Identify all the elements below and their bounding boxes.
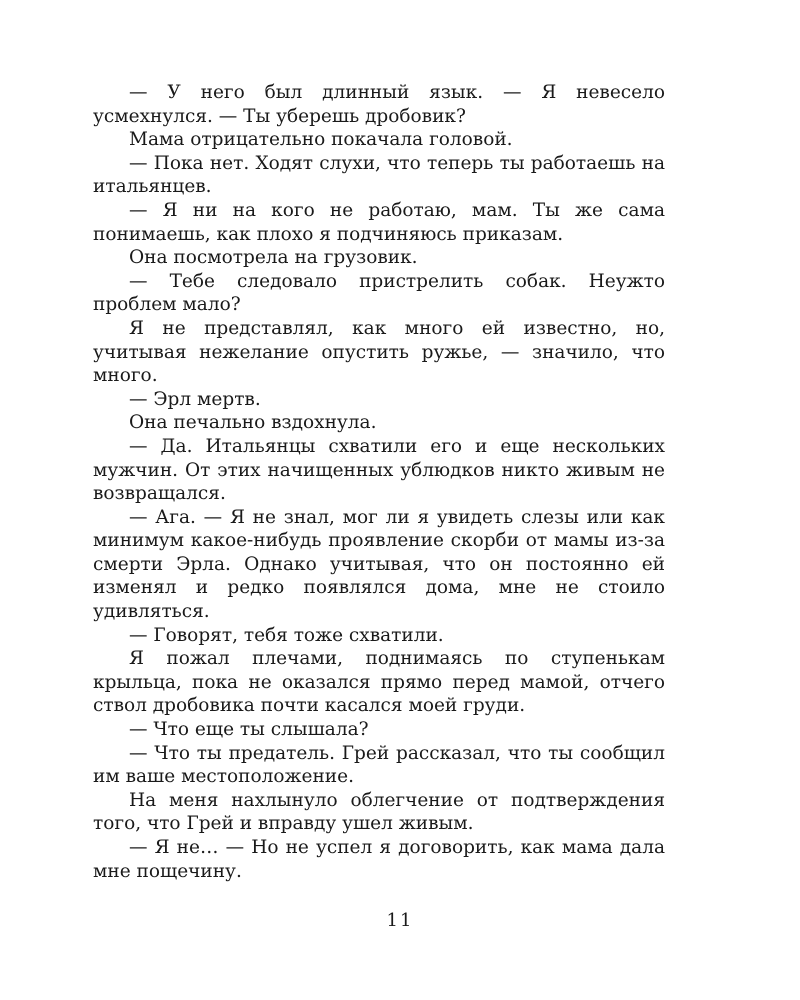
- paragraph: — Я не… — Но не успел я договорить, как мама дала мне пощечину.: [93, 837, 665, 882]
- paragraph: — Что еще ты слышала?: [129, 719, 369, 741]
- paragraph: — Что ты предатель. Грей рассказал, что ты сообщил им ваше местоположение.: [93, 742, 665, 788]
- paragraph: — Я ни на кого не работаю, мам. Ты же сама понимаешь, как плохо я подчиняюсь приказам.: [93, 199, 665, 245]
- paragraph: Она печально вздохнула.: [129, 412, 377, 434]
- paragraph: — Эрл мертв.: [129, 388, 261, 410]
- paragraph: — У него был длинный язык. — Я невесело усмехнулся. — Ты уберешь дробовик?: [93, 82, 665, 127]
- paragraph: — Да. Итальянцы схватили его и еще нескольких мужчин. От этих начищенных ублюдков никто живым не возвращался.: [93, 435, 665, 505]
- paragraph: Мама отрицательно покачала головой.: [129, 129, 513, 151]
- paragraph: — Тебе следовало пристрелить собак. Неужто проблем мало?: [93, 270, 665, 316]
- paragraph: Я не представлял, как много ей известно, но, учитывая нежелание опустить ружье, — значило, что много.: [93, 317, 665, 387]
- paragraph: — Ага. — Я не знал, мог ли я увидеть слезы или как минимум какое-нибудь проявление скорби от мамы из-за смерти Эрла. Однако учитывая, что он постоянно ей изменял и редко появлялся дома, мне не стоило удивляться.: [93, 506, 665, 623]
- paragraph: Она посмотрела на грузовик.: [129, 247, 418, 269]
- paragraph: На меня нахлынуло облегчение от подтверждения того, что Грей и вправду ушел живым.: [93, 789, 665, 835]
- page-number: 11: [386, 910, 414, 931]
- page-body: [93, 81, 665, 883]
- paragraph: Я пожал плечами, поднимаясь по ступенькам крыльца, пока не оказался прямо перед мамой, отчего ствол дробовика почти касался моей груди.: [93, 648, 665, 717]
- paragraph: — Говорят, тебя тоже схватили.: [129, 624, 444, 646]
- paragraph: — Пока нет. Ходят слухи, что теперь ты работаешь на итальянцев.: [93, 152, 665, 198]
